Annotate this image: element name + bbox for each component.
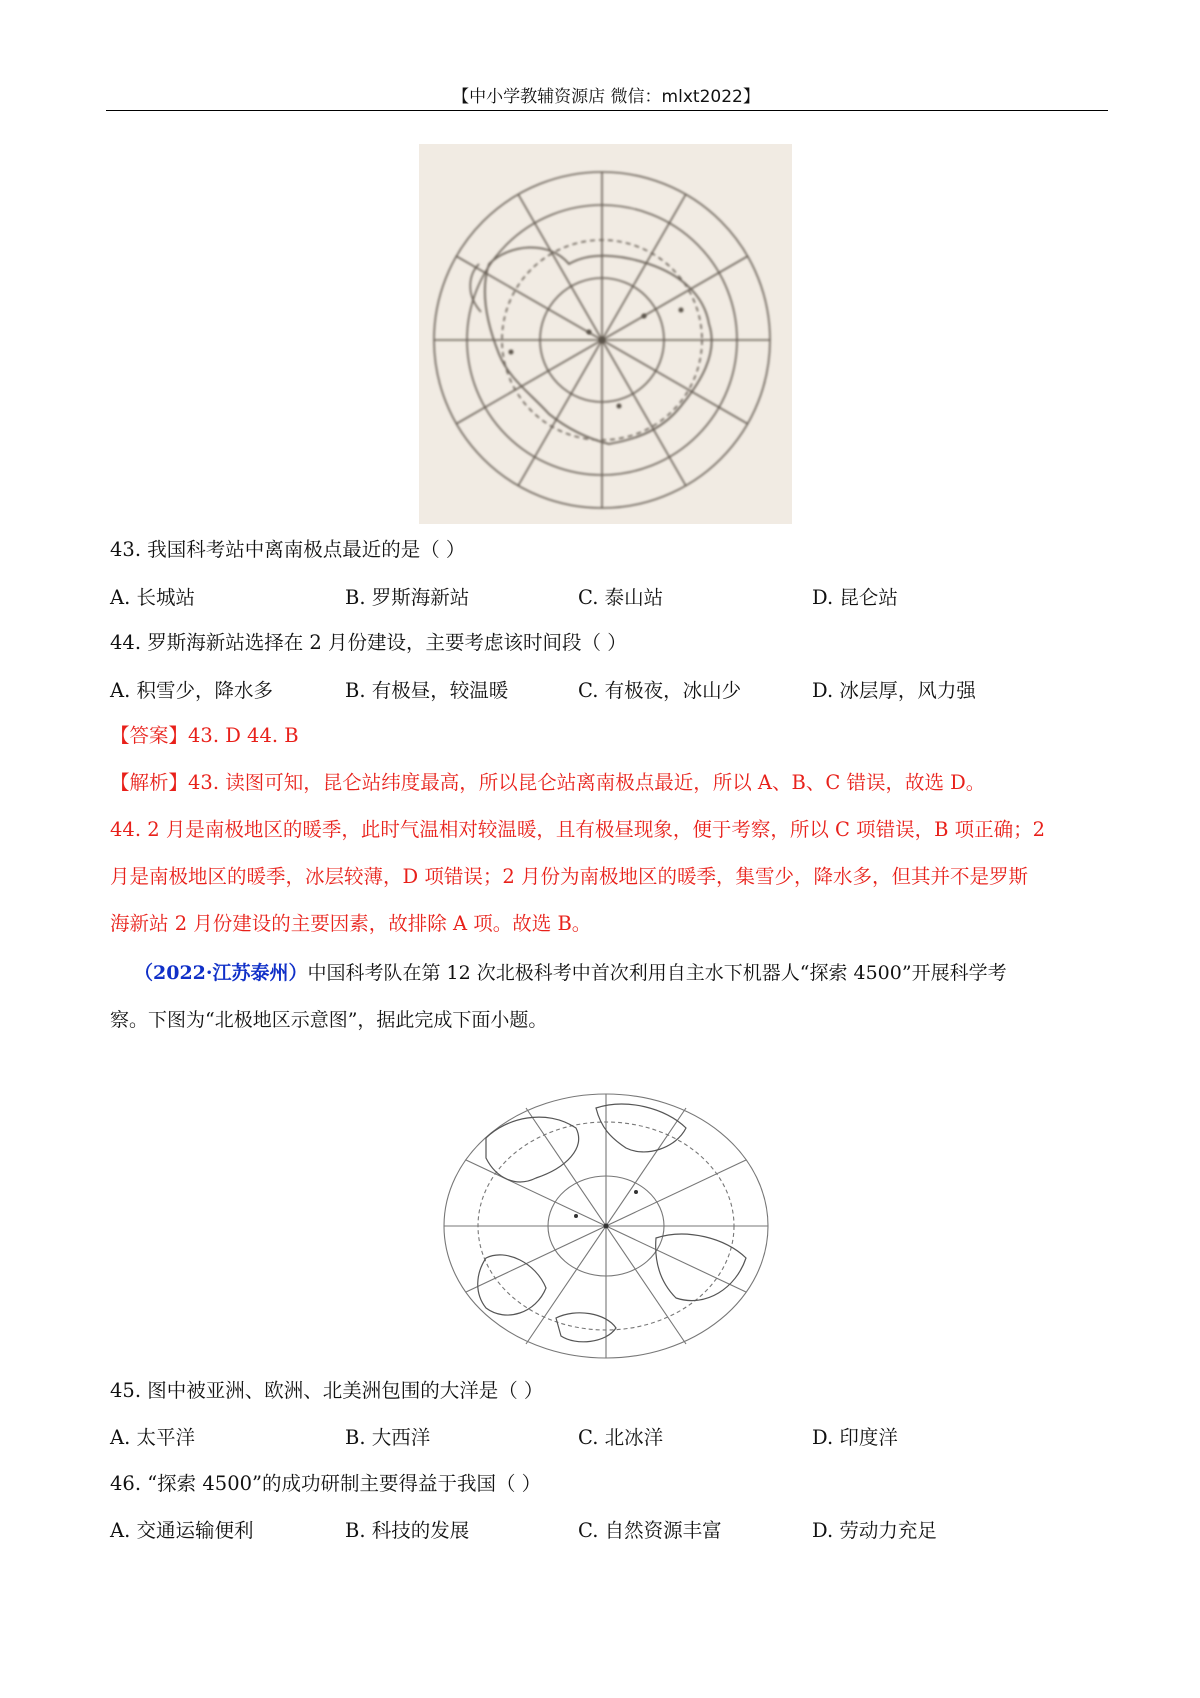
intro2-line-2: 察。下图为“北极地区示意图”，据此完成下面小题。 xyxy=(110,1009,548,1031)
analysis-line-2: 44. 2 月是南极地区的暖季，此时气温相对较温暖，且有极昼现象，便于考察，所以 C 项错误，B 项正确；2 xyxy=(110,818,1046,841)
q44-stem: 44. 罗斯海新站选择在 2 月份建设，主要考虑该时间段（ ） xyxy=(110,631,627,654)
answer-line-1 xyxy=(110,721,299,751)
q46-option-a: A. 交通运输便利 xyxy=(110,1519,254,1542)
q43-option-d: D. 昆仑站 xyxy=(812,586,898,609)
page-header: 【中小学教辅资源店 微信：mlxt2022】 xyxy=(452,87,760,107)
q44-option-c: C. 有极夜，冰山少 xyxy=(578,679,742,702)
q43-option-a: A. 长城站 xyxy=(110,586,195,609)
q45-option-c: C. 北冰洋 xyxy=(578,1426,664,1449)
answer-text: 43. D 44. B xyxy=(188,724,299,747)
q44-option-b: B. 有极昼，较温暖 xyxy=(345,679,509,702)
q43-option-b: B. 罗斯海新站 xyxy=(345,586,470,609)
analysis-line-3: 月是南极地区的暖季，冰层较薄，D 项错误；2 月份为南极地区的暖季，集雪少，降水多，但其并不是罗斯 xyxy=(110,865,1028,888)
arctic-map-figure xyxy=(426,1088,782,1364)
q46-option-c: C. 自然资源丰富 xyxy=(578,1519,722,1542)
header-rule xyxy=(106,110,1108,111)
answer-label: 【答案】 xyxy=(110,724,189,747)
analysis-text-1: 43. 读图可知，昆仑站纬度最高，所以昆仑站离南极点最近，所以 A、B、C 错误，故选 D。 xyxy=(188,771,986,794)
q44-option-a: A. 积雪少，降水多 xyxy=(110,679,273,702)
q43-stem: 43. 我国科考站中离南极点最近的是（ ） xyxy=(110,538,466,561)
source-tag: （2022·江苏泰州） xyxy=(134,962,308,984)
q45-option-b: B. 大西洋 xyxy=(345,1426,431,1449)
analysis-line-4: 海新站 2 月份建设的主要因素，故排除 A 项。故选 B。 xyxy=(110,912,592,935)
arctic-map-svg xyxy=(426,1088,782,1364)
analysis-line-1 xyxy=(110,768,985,798)
q44-option-d: D. 冰层厚，风力强 xyxy=(812,679,976,702)
q46-option-d: D. 劳动力充足 xyxy=(812,1519,937,1542)
analysis-label: 【解析】 xyxy=(110,771,189,794)
q43-option-c: C. 泰山站 xyxy=(578,586,664,609)
intro2-text-1: 中国科考队在第 12 次北极科考中首次利用自主水下机器人“探索 4500”开展科学考 xyxy=(307,962,1007,984)
q45-option-d: D. 印度洋 xyxy=(812,1426,898,1449)
antarctic-map-svg xyxy=(419,144,792,524)
q45-stem: 45. 图中被亚洲、欧洲、北美洲包围的大洋是（ ） xyxy=(110,1379,544,1402)
q45-option-a: A. 太平洋 xyxy=(110,1426,195,1449)
intro2-line-1 xyxy=(134,958,1007,988)
q46-stem: 46. “探索 4500”的成功研制主要得益于我国（ ） xyxy=(110,1472,542,1495)
q46-option-b: B. 科技的发展 xyxy=(345,1519,470,1542)
antarctic-map-figure xyxy=(419,144,792,524)
